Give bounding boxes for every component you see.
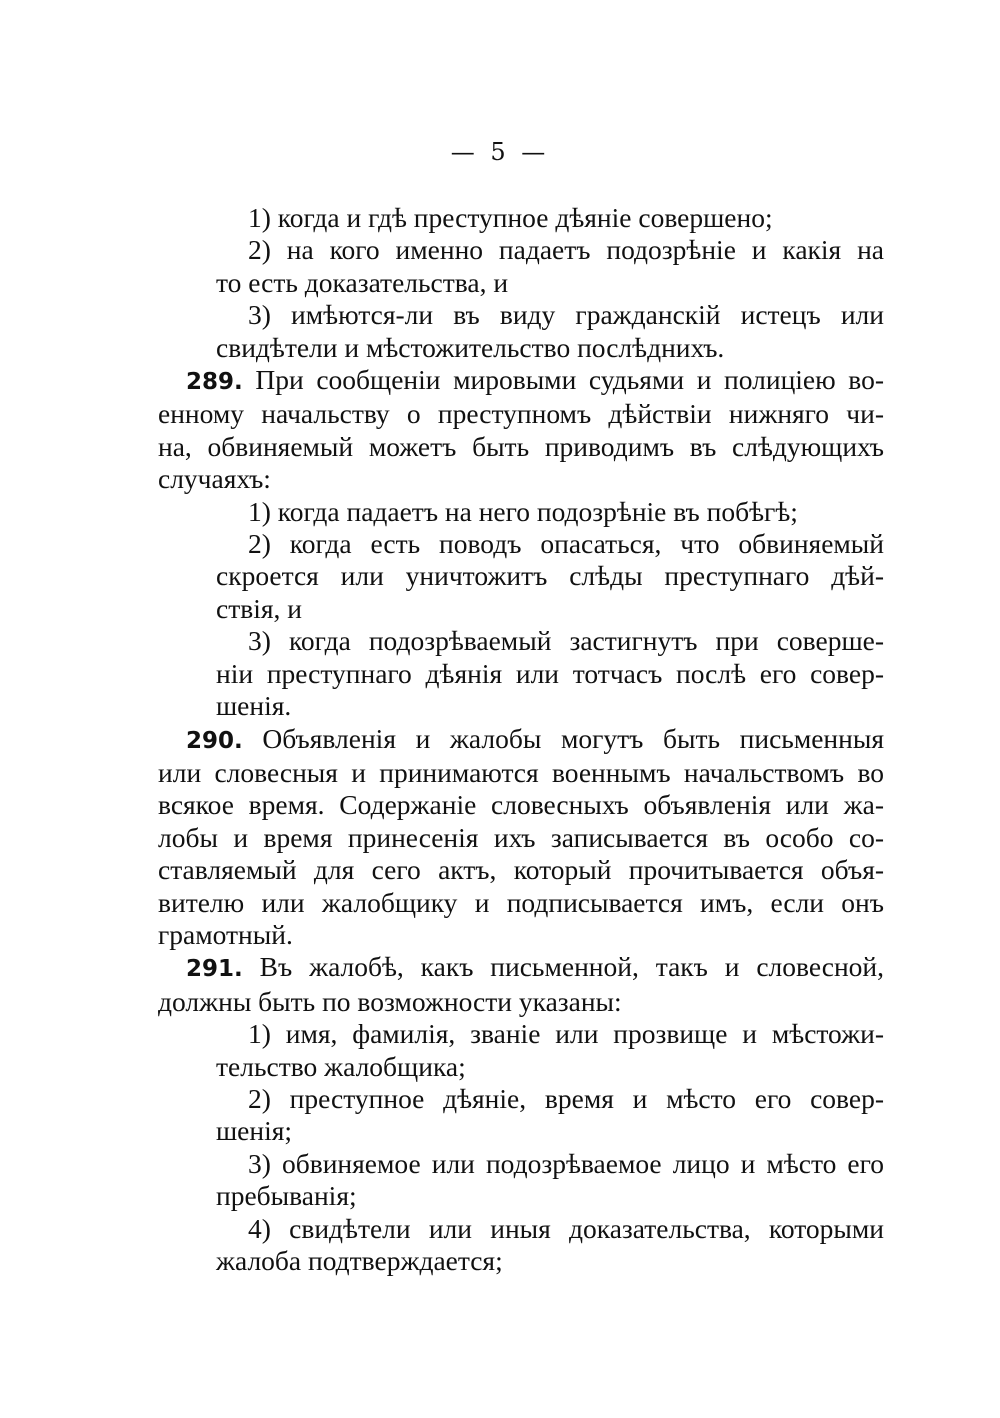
item-line: то есть доказательства, и bbox=[216, 266, 509, 298]
page-number: — 5 — bbox=[450, 138, 550, 166]
item-line: 1) имя, фамилія, званіе или прозвище и мѣстожи- bbox=[248, 1018, 884, 1050]
article-line: лобы и время принесенія ихъ записывается въ особо со- bbox=[158, 821, 884, 853]
item-line: 2) преступное дѣяніе, время и мѣсто его совер- bbox=[248, 1082, 884, 1114]
item-line: 1) когда падаетъ на него подозрѣніе въ побѣгѣ; bbox=[248, 495, 798, 527]
article-line: вителю или жалобщику и подписывается имъ, если онъ bbox=[158, 886, 884, 918]
item-line: шенія; bbox=[216, 1115, 293, 1147]
article-first-line bbox=[158, 723, 884, 757]
article-first-line bbox=[158, 364, 884, 398]
article-line: енному начальству о преступномъ дѣйствіи нижняго чи- bbox=[158, 398, 884, 430]
article-number: 289. bbox=[186, 369, 243, 396]
article-number: 291. bbox=[186, 956, 243, 983]
article-line: должны быть по возможности указаны: bbox=[158, 985, 622, 1017]
item-line: тельство жалобщика; bbox=[216, 1050, 466, 1082]
article-line: на, обвиняемый можетъ быть приводимъ въ слѣдующихъ bbox=[158, 430, 884, 462]
article-line: ставляемый для сего актъ, который прочитывается объя- bbox=[158, 854, 884, 886]
item-line: 4) свидѣтели или иныя доказательства, которыми bbox=[248, 1212, 884, 1244]
item-line: ствія, и bbox=[216, 592, 302, 624]
item-line: ніи преступнаго дѣянія или тотчасъ послѣ его совер- bbox=[216, 657, 884, 689]
article-number: 290. bbox=[186, 727, 243, 754]
article-290 bbox=[158, 723, 884, 952]
item-line: скроется или уничтожитъ слѣды преступнаго дѣй- bbox=[216, 560, 884, 592]
article-289 bbox=[158, 364, 884, 722]
item-line: шенія. bbox=[216, 690, 292, 722]
item-line: 1) когда и гдѣ преступное дѣяніе совершено; bbox=[248, 202, 773, 233]
article-line: грамотный. bbox=[158, 918, 293, 950]
item-line: жалоба подтверждается; bbox=[216, 1245, 503, 1276]
item-line: 3) когда подозрѣваемый застигнутъ при соверше- bbox=[248, 625, 884, 657]
article-291 bbox=[158, 951, 884, 1277]
item-line: пребыванія; bbox=[216, 1180, 357, 1212]
article-line: или словесныя и принимаются военнымъ начальствомъ во bbox=[158, 756, 884, 788]
item-line: 2) когда есть поводъ опасаться, что обвиняемый bbox=[248, 528, 884, 560]
item-line: 2) на кого именно падаетъ подозрѣніе и какія на bbox=[248, 234, 884, 266]
item-line: 3) имѣются-ли въ виду гражданскій истецъ или bbox=[248, 299, 884, 331]
article-text: При сообщеніи мировыми судьями и полиціею во- bbox=[255, 364, 884, 396]
item-line: свидѣтели и мѣстожительство послѣднихъ. bbox=[216, 331, 725, 363]
page-body bbox=[158, 202, 884, 1277]
article-first-line bbox=[158, 951, 884, 985]
article-text: Въ жалобѣ, какъ письменной, такъ и словесной, bbox=[259, 951, 885, 983]
article-line: всякое время. Содержаніе словесныхъ объявленія или жа- bbox=[158, 789, 884, 821]
article-text: Объявленія и жалобы могутъ быть письменныя bbox=[262, 722, 884, 754]
article-line: случаяхъ: bbox=[158, 463, 271, 495]
article-288-items bbox=[158, 202, 884, 364]
item-line: 3) обвиняемое или подозрѣваемое лицо и мѣсто его bbox=[248, 1147, 884, 1179]
